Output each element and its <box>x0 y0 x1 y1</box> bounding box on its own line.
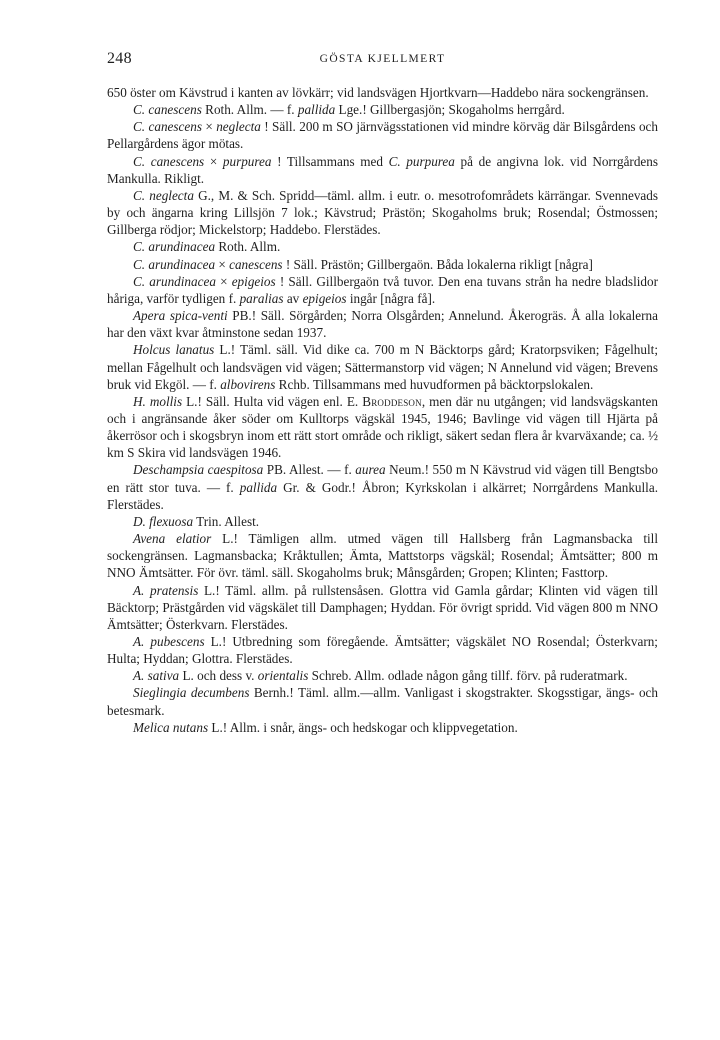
paragraph: C. canescens × purpurea ! Tillsammans med C. purpurea på de angivna lok. vid Norrgårdens Mankulla. Rikligt. <box>107 153 658 186</box>
paragraph: D. flexuosa Trin. Allest. <box>133 513 260 529</box>
paragraph: Sieglingia decumbens Bernh.! Täml. allm.—allm. Vanligast i skogstrakter. Skogsstigar, ängs- och betesmark. <box>107 685 658 718</box>
paragraph: A. pratensis L.! Täml. allm. på rullstensåsen. Glottra vid Gamla gårdar; Klinten vid vägen till Bäcktorp; Prästgården vid vägskälet till Damphagen; Hyddan. För övrigt spridd. Vid vägen 800 m NNO Ämtsätter; Österkvarn. Flerstädes. <box>107 582 658 632</box>
paragraph: C. arundinacea × canescens ! Säll. Prästön; Gillbergaön. Båda lokalerna rikligt [några] <box>133 256 593 272</box>
paragraph: C. canescens Roth. Allm. — f. pallida Lge.! Gillbergasjön; Skogaholms herrgård. <box>133 102 565 118</box>
paragraph: Melica nutans L.! Allm. i snår, ängs- och hedskogar och klippvegetation. <box>133 719 518 735</box>
paragraph: A. sativa L. och dess v. orientalis Schreb. Allm. odlade någon gång tillf. förv. på ruderatmark. <box>133 668 628 684</box>
paragraph: A. pubescens L.! Utbredning som föregående. Ämtsätter; vägskälet NO Rosendal; Österkvarn; Hulta; Hyddan; Glottra. Flerstädes. <box>107 634 658 667</box>
paragraph: Apera spica-venti PB.! Säll. Sörgården; Norra Olsgården; Annelund. Åkerogräs. Å alla lokalerna har den växt kvar åtminstone sedan 1937. <box>107 308 658 341</box>
page-header <box>107 50 658 70</box>
paragraph: 650 öster om Kävstrud i kanten av lövkärr; vid landsvägen Hjortkvarn—Haddebo nära sockengränsen. <box>107 85 649 100</box>
paragraph: Holcus lanatus L.! Täml. säll. Vid dike ca. 700 m N Bäcktorps gård; Kratorpsviken; Fågelhult; mellan Fågelhult och landsvägen vid vägen; Sättermanstorp vid vägen; N Annelund vid vägen; Brevens bruk vid Ekgöl. — f. albovirens Rchb. Tillsammans med huvudformen på bäcktorpslokalen. <box>107 342 658 392</box>
paragraph: C. arundinacea Roth. Allm. <box>133 239 281 255</box>
paragraph: C. arundinacea × epigeios ! Säll. Gillbergaön två tuvor. Den ena tuvans strån ha nedre bladslidor håriga, varför tydligen f. paralias av epigeios ingår [några få]. <box>107 273 658 306</box>
paragraph: Avena elatior L.! Tämligen allm. utmed vägen till Hallsberg från Lagmansbacka till sockengränsen. Lagmansbacka; Kråktullen; Ämta, Mattstorps vägskäl; Rosendal; Ämtsätter; 800 m NNO Ämtsätter. För övr. täml. säll. Skogaholms bruk; Månsgården; Gropen; Klinten; Fasttorp. <box>107 531 659 581</box>
paragraph: C. neglecta G., M. & Sch. Spridd—täml. allm. i eutr. o. mesotrofområdets kärrängar. Svennevads by och ängarna kring Lillsjön 7 lok.; Kävstrud; Prästön; Skogaholms bruk; Rosendal; Östmossen; Gillberga rödjor; Mickelstorp; Haddebo. Flerstädes. <box>107 187 658 238</box>
paragraph: H. mollis L.! Säll. Hulta vid vägen enl. E. Broddeson, men där nu utgången; vid landsvägskanten och i angränsande åker söder om Kulltorps vägskäl 1945, 1946; Bavlinge vid vägen till Hjärta på åkerrösor och i skogsbryn inom ett rätt stort område och rikligt, säkert sedan flera år kvarväxande; ca. ½ km S Skira vid landsvägen 1946. <box>107 393 658 461</box>
paragraph: C. canescens × neglecta ! Säll. 200 m SO järnvägsstationen vid mindre körväg där Bilsgårdens och Pellargårdens ägor mötas. <box>107 119 658 152</box>
page-number: 248 <box>107 50 132 67</box>
body-text <box>107 84 658 736</box>
paragraph: Deschampsia caespitosa PB. Allest. — f. aurea Neum.! 550 m N Kävstrud vid vägen till Bengtsbo en rätt stor tuva. — f. pallida Gr. & Godr.! Åbron; Kyrkskolan i alkärret; Norrgårdens Mankulla. Flerstädes. <box>107 462 658 512</box>
running-head: GÖSTA KJELLMERT <box>319 53 446 65</box>
